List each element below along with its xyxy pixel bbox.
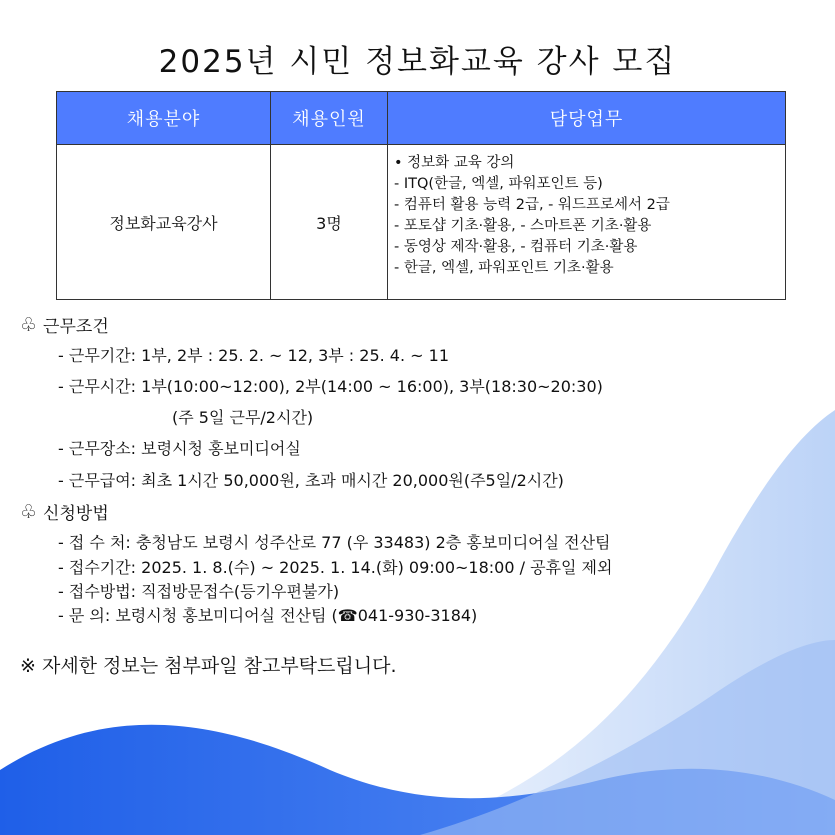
club-icon: ♧ bbox=[20, 313, 38, 336]
phone-icon: ☎ bbox=[337, 606, 358, 625]
apply-contact bbox=[58, 603, 477, 626]
duty-item: • 정보화 교육 강의 bbox=[394, 155, 515, 171]
header-field: 채용분야 bbox=[57, 92, 271, 145]
attachment-note: ※ 자세한 정보는 첨부파일 참고부탁드립니다. bbox=[20, 655, 397, 677]
duty-item: - 동영상 제작·활용, - 컴퓨터 기초·활용 bbox=[394, 239, 638, 255]
cell-field: 정보화교육강사 bbox=[57, 145, 271, 300]
work-pay: - 근무급여: 최초 1시간 50,000원, 초과 매시간 20,000원(주5일/2시간) bbox=[58, 471, 564, 490]
club-icon: ♧ bbox=[20, 500, 38, 523]
contact-phone: 041-930-3184 bbox=[357, 606, 472, 625]
work-period: - 근무기간: 1부, 2부 : 25. 2. ~ 12, 3부 : 25. 4. ~ 11 bbox=[58, 346, 450, 365]
contact-suffix: ) bbox=[471, 606, 478, 625]
recruitment-table bbox=[56, 91, 786, 300]
contact-prefix: - 문 의: 보령시청 홍보미디어실 전산팀 ( bbox=[58, 606, 338, 625]
duty-item: - 포토샵 기초·활용, - 스마트폰 기초·활용 bbox=[394, 218, 652, 234]
duty-item: - 한글, 엑셀, 파워포인트 기초·활용 bbox=[394, 260, 614, 276]
apply-method: - 접수방법: 직접방문접수(등기우편불가) bbox=[58, 582, 340, 601]
header-count: 채용인원 bbox=[271, 92, 388, 145]
duty-item: - 컴퓨터 활용 능력 2급, - 워드프로세서 2급 bbox=[394, 197, 670, 213]
work-conditions-heading bbox=[20, 312, 109, 337]
apply-office: - 접 수 처: 충청남도 보령시 성주산로 77 (우 33483) 2층 홍보미디어실 전산팀 bbox=[58, 533, 611, 552]
apply-heading-text: 신청방법 bbox=[43, 504, 109, 524]
cell-count: 3명 bbox=[271, 145, 388, 300]
apply-period: - 접수기간: 2025. 1. 8.(수) ~ 2025. 1. 14.(화) 09:00~18:00 / 공휴일 제외 bbox=[58, 558, 613, 577]
cell-duties bbox=[388, 145, 786, 300]
header-duties: 담당업무 bbox=[388, 92, 786, 145]
work-heading-text: 근무조건 bbox=[43, 317, 109, 337]
table-row bbox=[57, 145, 786, 300]
page-title: 2025년 시민 정보화교육 강사 모집 bbox=[158, 44, 677, 80]
work-hours: - 근무시간: 1부(10:00~12:00), 2부(14:00 ~ 16:00), 3부(18:30~20:30) bbox=[58, 377, 603, 396]
work-hours-note: (주 5일 근무/2시간) bbox=[172, 408, 314, 427]
apply-method-heading bbox=[20, 499, 109, 524]
duty-item: - ITQ(한글, 엑셀, 파워포인트 등) bbox=[394, 176, 603, 192]
work-place: - 근무장소: 보령시청 홍보미디어실 bbox=[58, 439, 301, 458]
